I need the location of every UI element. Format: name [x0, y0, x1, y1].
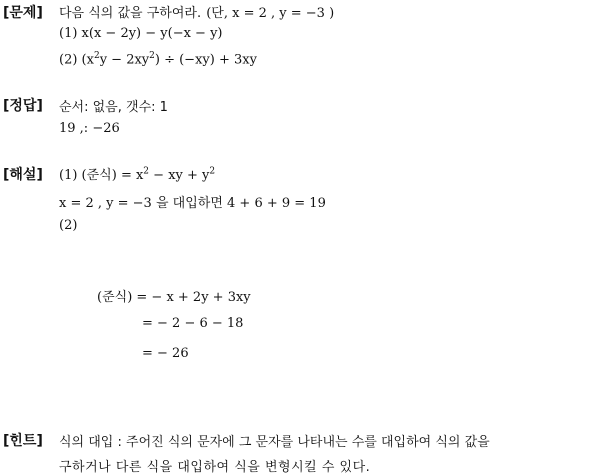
problem-tag: [문제] — [3, 5, 43, 21]
solution-line-3: (2) — [59, 218, 78, 233]
problem-item-2-exp1: 2 — [93, 51, 100, 61]
problem-item-2-main: (2) (x — [59, 52, 94, 68]
problem-prompt-line — [59, 2, 334, 21]
solution-line-2-ko: 을 대입하면 — [151, 196, 228, 211]
answer-line-2: 19 ,: −26 — [59, 121, 120, 136]
answer-tag: [정답] — [3, 98, 43, 114]
solution-line-1 — [59, 164, 215, 183]
problem-prompt: 다음 식의 값을 구하여라. — [59, 6, 202, 21]
answer-line-1: 순서: 없음, 갯수: 1 — [59, 100, 168, 115]
solution-step-1: (준식) = − x + 2y + 3xy — [97, 290, 251, 305]
solution-line-1-exp1: 2 — [143, 166, 150, 177]
problem-item-1: (1) x(x − 2y) − y(−x − y) — [59, 26, 223, 41]
solution-line-1-b: − xy + y — [149, 168, 210, 183]
solution-line-1-a: (1) (준식) = x — [59, 168, 144, 183]
hint-line-2: 구하거나 다른 식을 대입하여 식을 변형시킬 수 있다. — [59, 460, 371, 475]
problem-condition: (단, x = 2 , y = −3 ) — [206, 6, 335, 21]
solution-line-2-a: x = 2 , y = −3 — [59, 196, 152, 211]
solution-line-1-exp2: 2 — [209, 166, 216, 177]
problem-item-2 — [59, 51, 257, 67]
problem-item-2-exp2: 2 — [149, 51, 155, 61]
solution-step-2: = − 2 − 6 − 18 — [142, 316, 244, 331]
problem-item-2-end: ) ÷ (−xy) + 3xy — [154, 52, 257, 68]
hint-line-1: 식의 대입 : 주어진 식의 문자에 그 문자를 나타내는 수를 대입하여 식의 값을 — [59, 435, 490, 450]
solution-step-3: = − 26 — [142, 346, 189, 361]
solution-tag: [해설] — [3, 167, 43, 183]
solution-line-2 — [59, 192, 326, 211]
problem-item-2-mid: y − 2xy — [99, 52, 150, 68]
hint-tag: [힌트] — [3, 433, 43, 449]
solution-line-2-b: 4 + 6 + 9 = 19 — [227, 196, 326, 211]
